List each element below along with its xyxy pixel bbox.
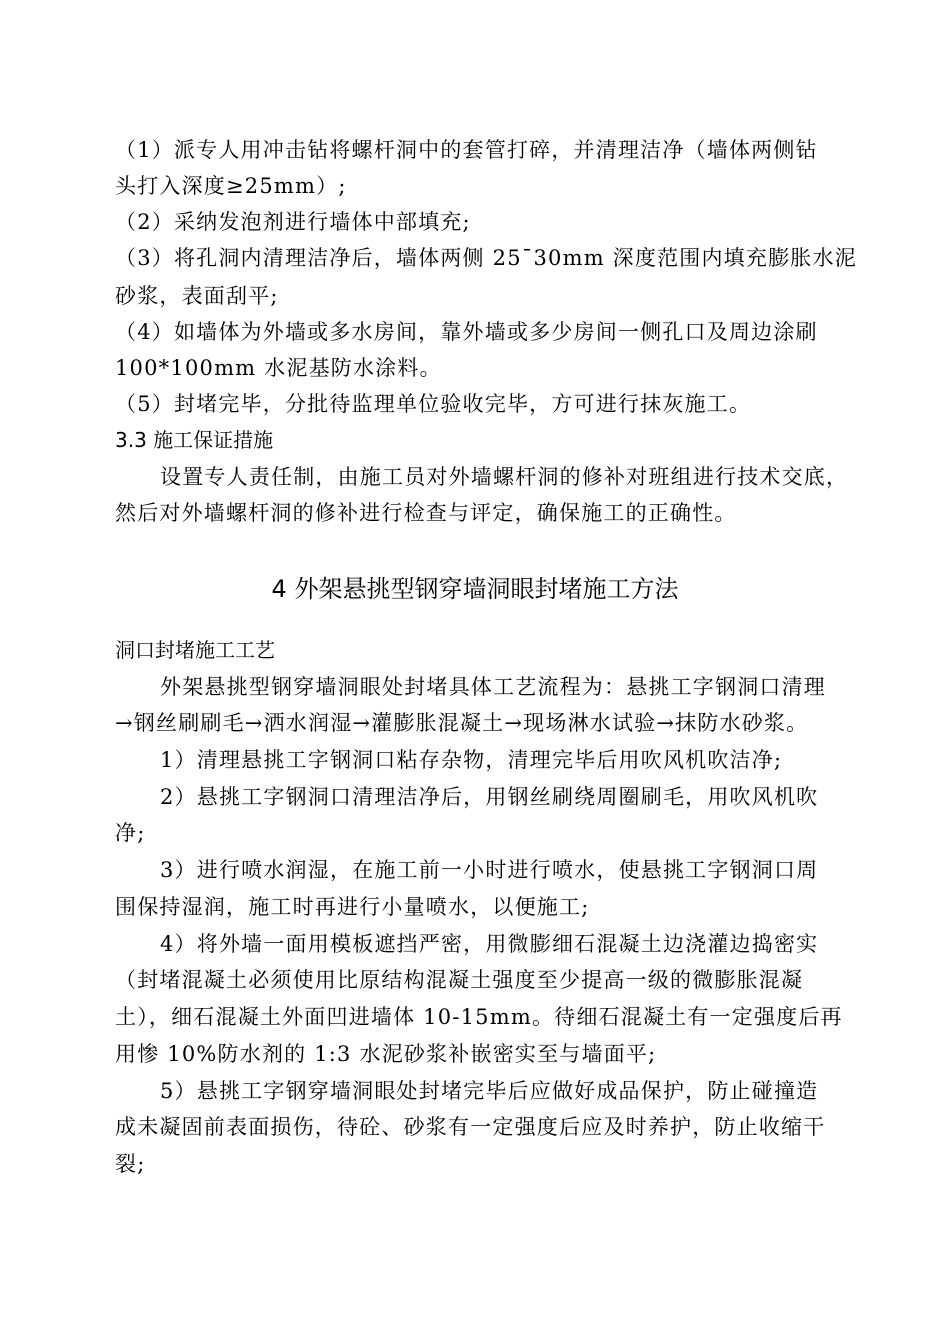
step-1-line-1: （1）派专人用冲击钻将螺杆洞中的套管打碎，并清理洁净（墙体两侧钻 <box>115 138 818 162</box>
step-3-line-2: 砂浆，表面刮平; <box>115 284 279 308</box>
item-5-line-2: 成未凝固前表面损伤，待砼、砂浆有一定强度后应及时养护，防止收缩干 <box>115 1115 826 1139</box>
item-5-line-1: 5）悬挑工字钢穿墙洞眼处封堵完毕后应做好成品保护，防止碰撞造 <box>160 1079 819 1103</box>
item-4-line-3: 土），细石混凝土外面凹进墙体 10-15mm。待细石混凝土有一定强度后再 <box>115 1005 843 1029</box>
subsection-3-3-heading: 3.3 施工保证措施 <box>115 428 274 452</box>
item-4-line-4: 用惨 10%防水剂的 1:3 水泥砂浆补嵌密实至与墙面平; <box>115 1042 657 1066</box>
process-flow-line-2: →钢丝刷刷毛→洒水润湿→灌膨胀混凝土→现场淋水试验→抹防水砂浆。 <box>115 711 809 735</box>
item-2-line-2: 净; <box>115 821 146 845</box>
subsection-3-3-body-line-2: 然后对外墙螺杆洞的修补进行检查与评定，确保施工的正确性。 <box>115 501 737 525</box>
step-4-line-1: （4）如墙体为外墙或多水房间，靠外墙或多少房间一侧孔口及周边涂刷 <box>115 320 818 344</box>
step-4-line-2: 100*100mm 水泥基防水涂料。 <box>115 356 442 380</box>
section-4-sub-heading: 洞口封堵施工工艺 <box>115 638 275 662</box>
item-5-line-3: 裂; <box>115 1152 146 1176</box>
step-2: （2）采纳发泡剂进行墙体中部填充; <box>115 210 471 234</box>
item-4-line-2: （封堵混凝土必须使用比原结构混凝土强度至少提高一级的微膨胀混凝 <box>115 968 804 992</box>
item-2-line-1: 2）悬挑工字钢洞口清理洁净后，用钢丝刷绕周圈刷毛，用吹风机吹 <box>160 785 819 809</box>
item-1: 1）清理悬挑工字钢洞口粘存杂物，清理完毕后用吹风机吹洁净; <box>160 748 783 772</box>
step-1-line-2: 头打入深度≥25mm）; <box>115 174 347 198</box>
subsection-3-3-body-line-1: 设置专人责任制，由施工员对外墙螺杆洞的修补对班组进行技术交底， <box>160 465 849 489</box>
step-3-line-1: （3）将孔洞内清理洁净后，墙体两侧 25¯30mm 深度范围内填充膨胀水泥 <box>115 246 857 270</box>
step-5: （5）封堵完毕，分批待监理单位验收完毕，方可进行抹灰施工。 <box>115 392 752 416</box>
item-4-line-1: 4）将外墙一面用模板遮挡严密，用微膨细石混凝土边浇灌边捣密实 <box>160 932 819 956</box>
item-3-line-1: 3）进行喷水润湿，在施工前一小时进行喷水，使悬挑工字钢洞口周 <box>160 858 819 882</box>
section-4-heading: 4 外架悬挑型钢穿墙洞眼封堵施工方法 <box>271 575 679 603</box>
item-3-line-2: 围保持湿润，施工时再进行小量喷水，以便施工; <box>115 895 590 919</box>
process-flow-line-1: 外架悬挑型钢穿墙洞眼处封堵具体工艺流程为：悬挑工字钢洞口清理 <box>160 675 826 699</box>
